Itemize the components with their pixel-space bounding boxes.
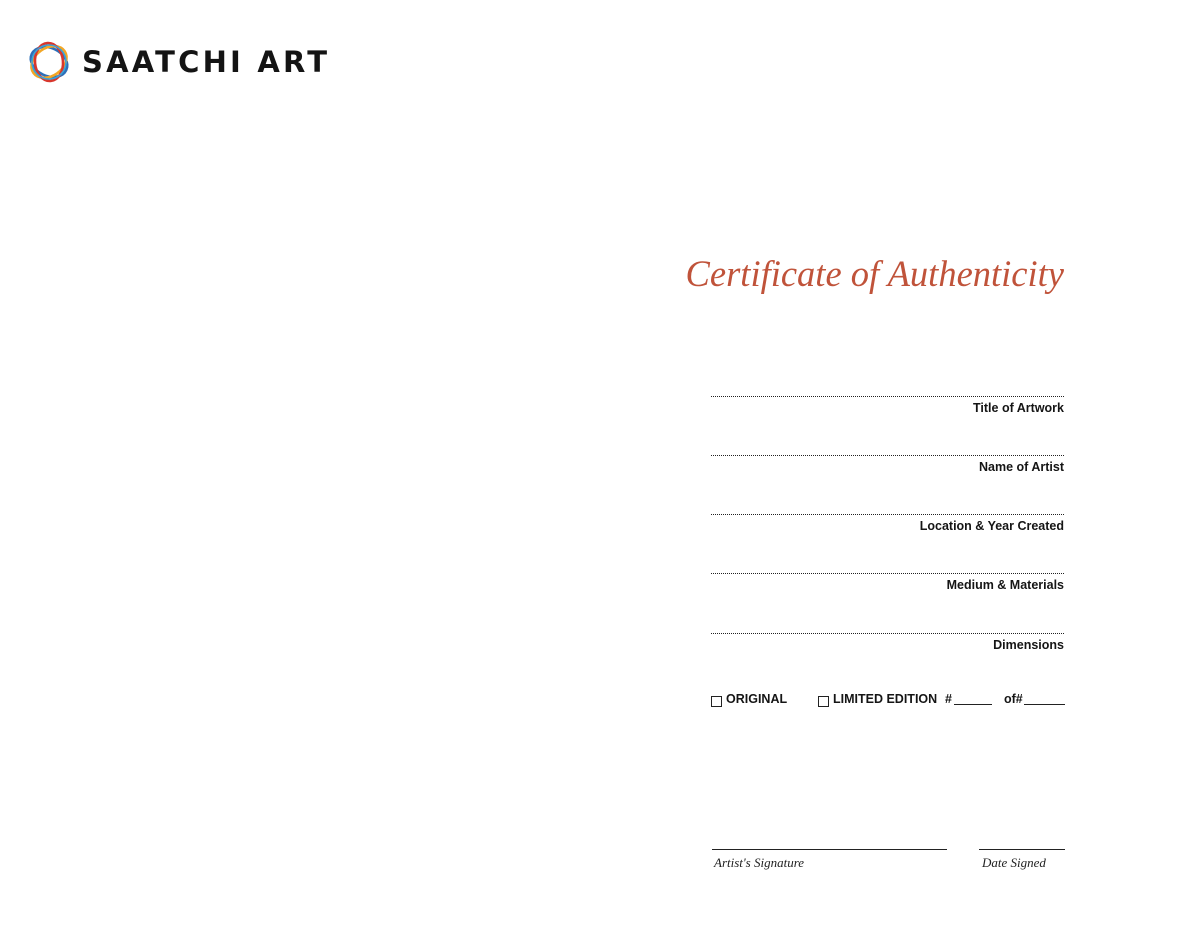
dotted-line: [711, 633, 1064, 634]
edition-total-prefix: of#: [1004, 692, 1023, 706]
field-medium-materials[interactable]: [711, 573, 1064, 592]
original-checkbox[interactable]: [711, 696, 722, 707]
dotted-line: [711, 396, 1064, 397]
saatchi-rings-logo-icon: [26, 39, 72, 85]
date-signed-line[interactable]: [979, 849, 1065, 850]
field-title-of-artwork[interactable]: [711, 396, 1064, 415]
field-dimensions[interactable]: [711, 633, 1064, 652]
edition-total-blank[interactable]: [1024, 692, 1065, 705]
date-signed-label: Date Signed: [982, 855, 1046, 870]
limited-edition-checkbox[interactable]: [818, 696, 829, 707]
dotted-line: [711, 573, 1064, 574]
limited-edition-label: LIMITED EDITION: [833, 692, 938, 706]
saatchi-art-logo: [26, 39, 330, 85]
dotted-line: [711, 455, 1064, 456]
artist-signature-line[interactable]: [712, 849, 947, 850]
edition-row: [711, 692, 1065, 708]
artist-signature-label: Artist's Signature: [714, 855, 805, 870]
field-name-of-artist[interactable]: [711, 455, 1064, 474]
edition-number-blank[interactable]: [954, 692, 992, 705]
original-label: ORIGINAL: [726, 692, 788, 706]
field-label: Location & Year Created: [919, 519, 1064, 533]
edition-number-prefix: #: [945, 692, 952, 706]
field-label: Name of Artist: [979, 460, 1064, 474]
field-label: Medium & Materials: [946, 578, 1064, 592]
certificate-title: Certificate of Authenticity: [685, 253, 1064, 294]
field-location-year-created[interactable]: [711, 514, 1064, 533]
brand-name: SAATCHI ART: [82, 44, 331, 79]
field-label: Title of Artwork: [973, 401, 1064, 415]
field-label: Dimensions: [993, 638, 1064, 652]
dotted-line: [711, 514, 1064, 515]
